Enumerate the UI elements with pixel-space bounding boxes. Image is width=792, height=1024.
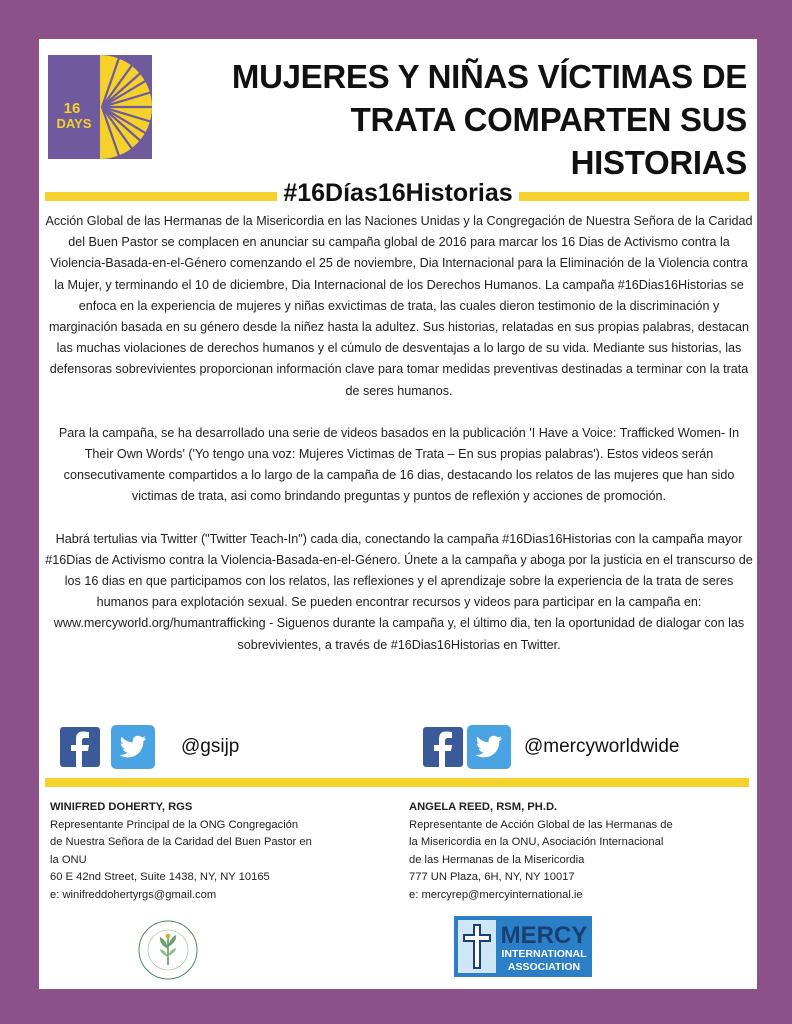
contact-name: ANGELA REED, RSM, PH.D. xyxy=(409,801,558,813)
hashtag-heading: #16Días16Historias xyxy=(283,179,513,207)
contact-line: Representante Principal de la ONG Congregación xyxy=(50,818,299,831)
paragraph: Acción Global de las Hermanas de la Misericordia en las Naciones Unidas y la Congregación de Nuestra Señora de la Caridad del Buen Pastor se complacen en anunciar su campaña global de 2016 para marcar los 16 Dias de Activismo contra la Violencia-Basada-en-el-Género comenzando el 25 de noviembre, Dia Internacional para la Eliminación de la Violencia contra la Mujer, y terminando el 10 de diciembre, Dia Internacional de los Derechos Humanos. La campaña #16Dias16Historias se enfoca en la experiencia de mujeres y niñas exvictimas de trata, las cuales dieron testimonio de la discriminación y marginación basada en su género desde la niñez hasta la adultez. Sus historias, relatadas en sus propias palabras, destacan las muchas violaciones de derechos humanos y el cúmulo de desventajas a lo largo de su vida. Mediante sus historias, las defensoras sobrevivientes proporcionan información clave para tomar medidas preventivas destinadas a terminar con la trata de seres humanos. xyxy=(45,214,753,398)
contact-email[interactable]: e: mercyrep@mercyinternational.ie xyxy=(409,888,583,901)
body-text xyxy=(45,211,753,677)
contact-line: 60 E 42nd Street, Suite 1438, NY, NY 10165 xyxy=(50,871,270,883)
contact-line: la Misericordia en la ONU, Asociación Internacional xyxy=(409,836,664,848)
paragraph: Habrá tertulias via Twitter ("Twitter Teach-In") cada dia, conectando la campaña #16Dias16Historias con la campaña mayor #16Dias de Activismo contra la Violencia-Basada-en-el-Género. Únete a la campaña y aboga por la justicia en el transcurso de los 16 dias en que participamos con los relatos, las reflexiones y el aprendizaje sobre la experiencia de la trata de seres humanos para explotación sexual. Se pueden encontrar recursos y videos para participar en la campaña en: www.mercyworld.org/humantrafficking - Siguenos durante la campaña y, el último dia, ten la oportunidad de dialogar con las sobrevivientes, a través de #16Dias16Historias en Twitter. xyxy=(45,531,753,652)
contact-line: de las Hermanas de la Misericordia xyxy=(409,853,585,866)
logo-word: DAYS xyxy=(56,116,92,131)
yellow-divider xyxy=(45,192,277,201)
sixteen-days-logo xyxy=(48,55,152,159)
page-title xyxy=(171,55,747,184)
title-line: MUJERES Y NIÑAS VÍCTIMAS DE xyxy=(231,58,747,95)
facebook-icon[interactable] xyxy=(60,727,100,767)
contact-angela xyxy=(409,799,673,904)
mercy-logo-line1: MERCY xyxy=(500,922,588,949)
contact-name: WINIFRED DOHERTY, RGS xyxy=(50,801,193,813)
good-shepherd-seal-logo xyxy=(137,919,199,981)
title-line: HISTORIAS xyxy=(570,144,747,181)
yellow-divider xyxy=(45,778,749,787)
paragraph: Para la campaña, se ha desarrollado una serie de videos basados en la publicación 'I Have a Voice: Trafficked Women- In Their Own Words' ('Yo tengo una voz: Mujeres Victimas de Trata – En sus propias palabras'). Estos videos serán consecutivamente compartidos a lo largo de la campaña de 16 dias, destacando los relatos de las mujeres que han sido victimas de trata, asi como brindando preguntas y puntos de reflexión y acciones de promoción. xyxy=(58,425,740,504)
contact-email[interactable]: e: winifreddohertyrgs@gmail.com xyxy=(50,888,217,901)
mercy-international-association-logo xyxy=(454,916,592,977)
flyer-page xyxy=(39,39,757,989)
logo-number: 16 xyxy=(63,100,81,117)
contact-winifred xyxy=(50,799,312,904)
twitter-icon[interactable] xyxy=(111,725,155,769)
social-handle-mercyworldwide[interactable]: @mercyworldwide xyxy=(524,736,680,757)
contact-line: de Nuestra Señora de la Caridad del Buen Pastor en xyxy=(50,836,312,848)
contact-line: Representante de Acción Global de las Hermanas de xyxy=(409,818,673,831)
yellow-divider xyxy=(519,192,749,201)
social-handle-gsijp[interactable]: @gsijp xyxy=(181,736,240,757)
facebook-icon[interactable] xyxy=(423,727,463,767)
contact-line: la ONU xyxy=(50,853,87,866)
contact-line: 777 UN Plaza, 6H, NY, NY 10017 xyxy=(409,871,575,883)
title-line: TRATA COMPARTEN SUS xyxy=(350,101,747,138)
mercy-logo-line2: INTERNATIONAL xyxy=(501,948,587,960)
twitter-icon[interactable] xyxy=(467,725,511,769)
hashtag-row xyxy=(39,179,757,209)
mercy-logo-line3: ASSOCIATION xyxy=(507,961,581,973)
